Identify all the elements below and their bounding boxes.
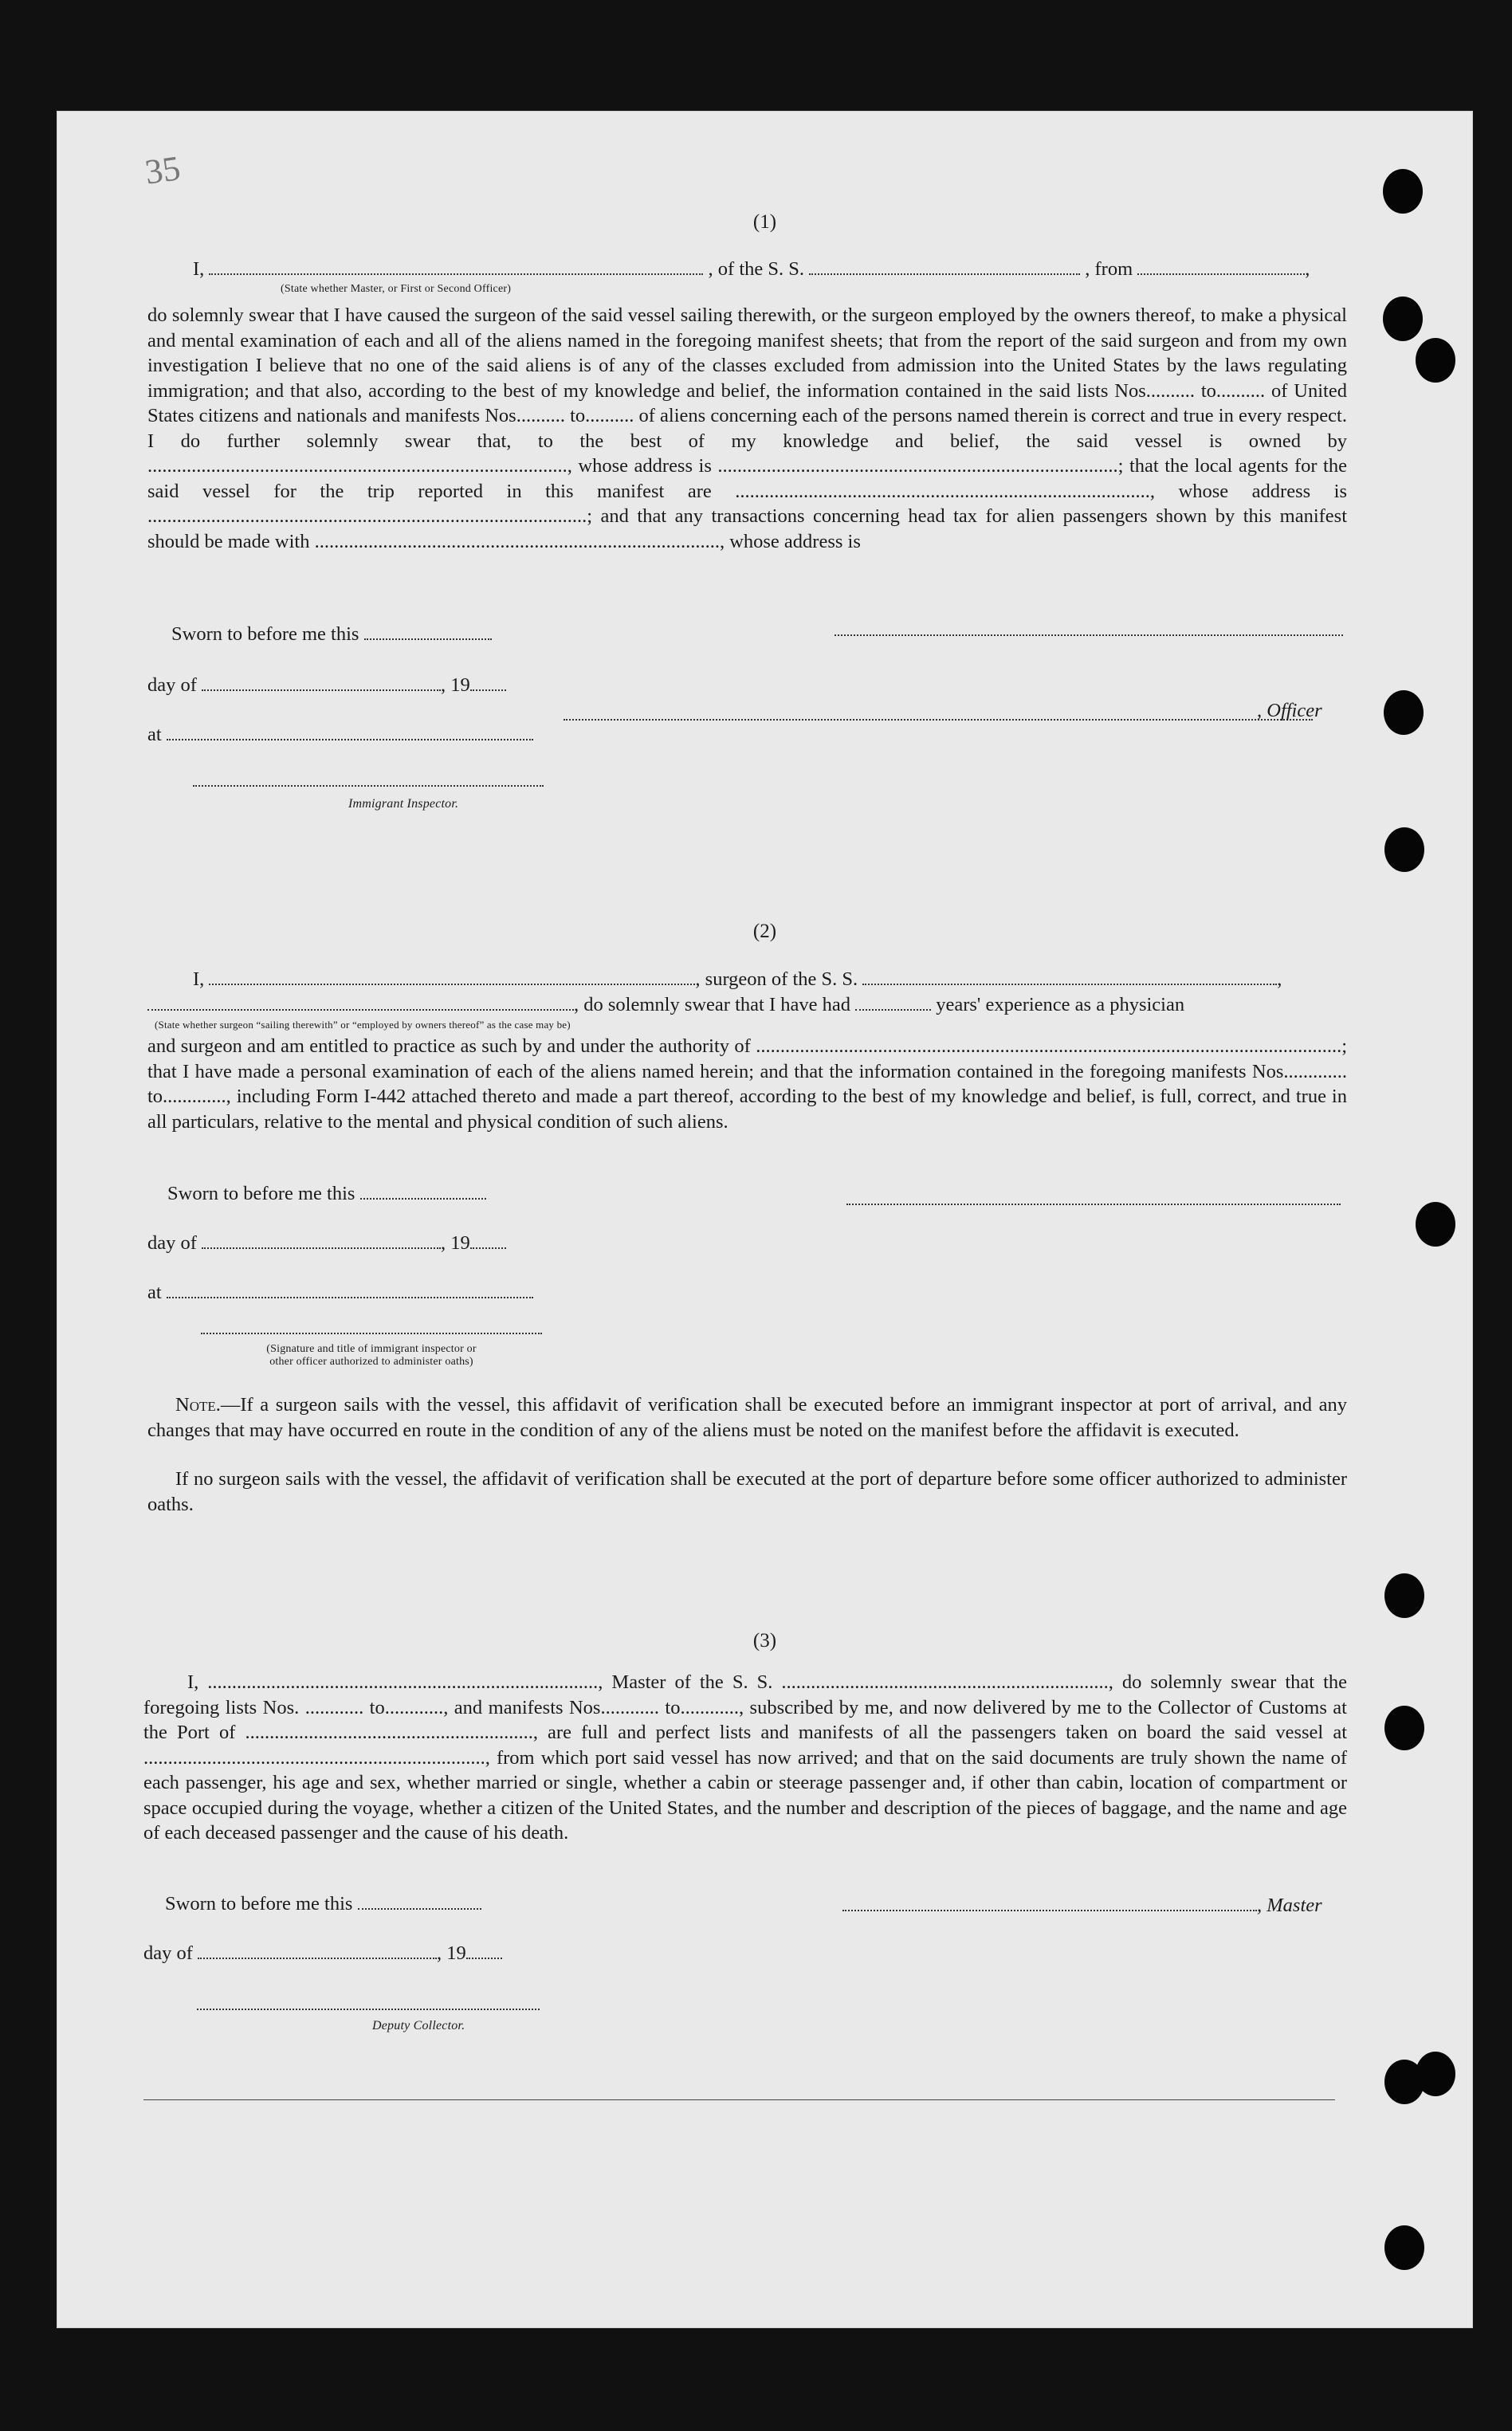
sworn-label: Sworn to before me this (171, 623, 359, 645)
section-1-line-1 (193, 258, 1310, 281)
master-title: , Master (1257, 1895, 1322, 1916)
year-blank[interactable] (470, 675, 506, 691)
at-label-2: at (147, 1282, 162, 1303)
at-label: at (147, 724, 162, 745)
year-label: , 19 (441, 674, 470, 696)
day-blank-2[interactable] (202, 1233, 441, 1249)
section-2-number: (2) (752, 921, 777, 942)
year-label-2: , 19 (441, 1232, 470, 1254)
origin-port-blank[interactable] (1137, 259, 1305, 275)
day-of-label-2: day of (147, 1232, 197, 1254)
section-1-of-ss-label: , of the S. S. (708, 258, 805, 280)
year-blank-3[interactable] (466, 1943, 502, 1959)
bottom-divider (143, 2099, 1335, 2100)
section-1-i: I, (193, 258, 205, 280)
punch-hole (1384, 827, 1424, 872)
punch-hole (1384, 690, 1424, 735)
place-blank[interactable] (167, 725, 533, 740)
handwritten-page-number: 35 (142, 148, 183, 192)
section-1-sworn (171, 623, 492, 646)
sworn-label-3: Sworn to before me this (165, 1893, 353, 1915)
punch-hole (1384, 2225, 1424, 2270)
punch-hole (1383, 169, 1423, 214)
section-2-line-end: , (1277, 968, 1282, 990)
note-paragraph-2: If no surgeon sails with the vessel, the affidavit of verification shall be executed at the port of departure before some officer authorized to administer oaths. (147, 1468, 1347, 1515)
section-3-number: (3) (752, 1630, 777, 1651)
deputy-signature-line[interactable] (197, 2009, 540, 2010)
section-3-sworn (165, 1893, 481, 1915)
year-blank-2[interactable] (470, 1233, 506, 1249)
section-1-day (147, 674, 506, 697)
note-paragraph-1 (147, 1392, 1347, 1443)
form-page (57, 112, 1472, 2327)
section-1-body: do solemnly swear that I have caused the surgeon of the said vessel sailing therewith, or the surgeon employed by the owners thereof, to make a physical and mental examination of each and all of the aliens named in the foregoing manifest sheets; that from the report of the said surgeon and from my own investigation I believe that no one of the said aliens is of any of the classes excluded from admission into the United States by the laws regulating immigration; and that also, according to the best of my knowledge and belief, the information contained in the said lists Nos.......... to.......... of United States citizens and nationals and manifests Nos.......... to.......... of aliens concerning each of the persons named therein is correct and true in every respect. I do further solemnly swear that, to the best of my knowledge and belief, the said vessel is owned by ......................................................................................, whose address is ..................................................................................; that the local agents for the said vessel for the trip reported in this manifest are ....................................................................................., whose address is ..........................................................................................; and that any transactions concerning head tax for alien passengers shown by this manifest should be made with ..................................................................................., whose address is (147, 304, 1347, 552)
inspector-signature-line[interactable] (193, 785, 544, 787)
section-2-body: and surgeon and am entitled to practice as such by and under the authority of ........................................................................................................................; that I have made a personal examination of each of the aliens named herein; and that the information contained in the foregoing manifests Nos............. to............., including Form I-442 attached thereto and made a part thereof, according to the best of my knowledge and belief, is full, correct, and true in all particulars, relative to the mental and physical condition of such aliens. (147, 1035, 1347, 1133)
sworn-date-blank-2[interactable] (360, 1184, 486, 1200)
punch-hole (1416, 1202, 1455, 1247)
officer-name-blank[interactable] (209, 259, 703, 275)
punch-hole (1384, 2060, 1424, 2104)
surgeon-caption: (State whether surgeon “sailing therewith” or “employed by owners thereof” as the case may be) (155, 1019, 571, 1031)
officer-caption: (State whether Master, or First or Second Officer) (281, 283, 512, 295)
section-2-day (147, 1232, 506, 1255)
punch-hole (1383, 297, 1423, 341)
section-2-line-2 (147, 994, 1184, 1016)
officer-name-line[interactable] (564, 719, 1313, 721)
sworn-date-blank-3[interactable] (358, 1894, 481, 1910)
section-1-from-label: , from (1085, 258, 1133, 280)
inspector-caption: Immigrant Inspector. (348, 797, 459, 811)
surgeon-status-blank[interactable] (147, 995, 574, 1011)
surgeon-swear-label: , do solemnly swear that I have had (574, 994, 850, 1015)
day-of-label: day of (147, 674, 197, 696)
section-1-line-end: , (1305, 258, 1310, 280)
surgeon-name-blank[interactable] (209, 969, 695, 985)
sworn-label-2: Sworn to before me this (167, 1183, 355, 1204)
deputy-caption: Deputy Collector. (372, 2019, 465, 2032)
punch-hole (1416, 338, 1455, 383)
section-3-day (143, 1942, 502, 1965)
section-3-body: I, ................................................................................, Master of the S. S. ..................................................................., do solemnly swear that the foregoing lists Nos. ............ to............, and manifests Nos............ to............, subscribed by me, and now delivered by me to the Collector of Customs at the Port of ..........................................................., are full and perfect lists and manifests of all the passengers taken on board the said vessel at ......................................................................, from which port said vessel has now arrived; and that on the said documents are truly shown the name of each passenger, his age and sex, whether married or single, whether a cabin or steerage passenger and, if other than cabin, location of compartment or space occupied during the voyage, whether a citizen of the United States, and the number and description of the pieces of baggage, and the name and age of each deceased passenger and the cause of his death. (143, 1671, 1347, 1844)
surgeon-signature-line[interactable] (846, 1204, 1341, 1205)
day-blank-3[interactable] (198, 1943, 437, 1959)
years-experience-label: years' experience as a physician (936, 994, 1185, 1015)
punch-hole (1384, 1573, 1424, 1618)
surgeon-vessel-blank[interactable] (862, 969, 1277, 985)
signature-caption-1: (Signature and title of immigrant inspector or (266, 1343, 477, 1355)
sworn-date-blank[interactable] (364, 624, 492, 640)
punch-hole (1384, 1706, 1424, 1750)
master-signature-line[interactable] (842, 1895, 1257, 1911)
section-2-i: I, (193, 968, 205, 990)
officer-signature-line[interactable] (835, 634, 1343, 636)
day-blank[interactable] (202, 675, 441, 691)
authorized-signature-line[interactable] (201, 1333, 542, 1334)
surgeon-of-ss-label: , surgeon of the S. S. (695, 968, 858, 990)
place-blank-2[interactable] (167, 1282, 533, 1298)
section-2-at (147, 1282, 533, 1304)
signature-caption-2: other officer authorized to administer oaths) (269, 1356, 473, 1368)
master-signature (842, 1895, 1322, 1917)
section-1-number: (1) (752, 211, 777, 233)
section-1-at (147, 724, 533, 746)
note-text-1: —If a surgeon sails with the vessel, this affidavit of verification shall be executed before an immigrant inspector at port of arrival, and any changes that may have occurred en route in the condition of any of the aliens must be noted on the manifest before the affidavit is executed. (147, 1394, 1347, 1441)
officer-title: , Officer (1257, 700, 1322, 721)
note-label: Note. (175, 1394, 221, 1416)
vessel-name-blank[interactable] (809, 259, 1080, 275)
years-blank[interactable] (855, 995, 931, 1011)
day-of-label-3: day of (143, 1942, 193, 1964)
section-2-line-1 (193, 968, 1282, 991)
year-label-3: , 19 (437, 1942, 466, 1964)
section-2-sworn (167, 1183, 486, 1205)
